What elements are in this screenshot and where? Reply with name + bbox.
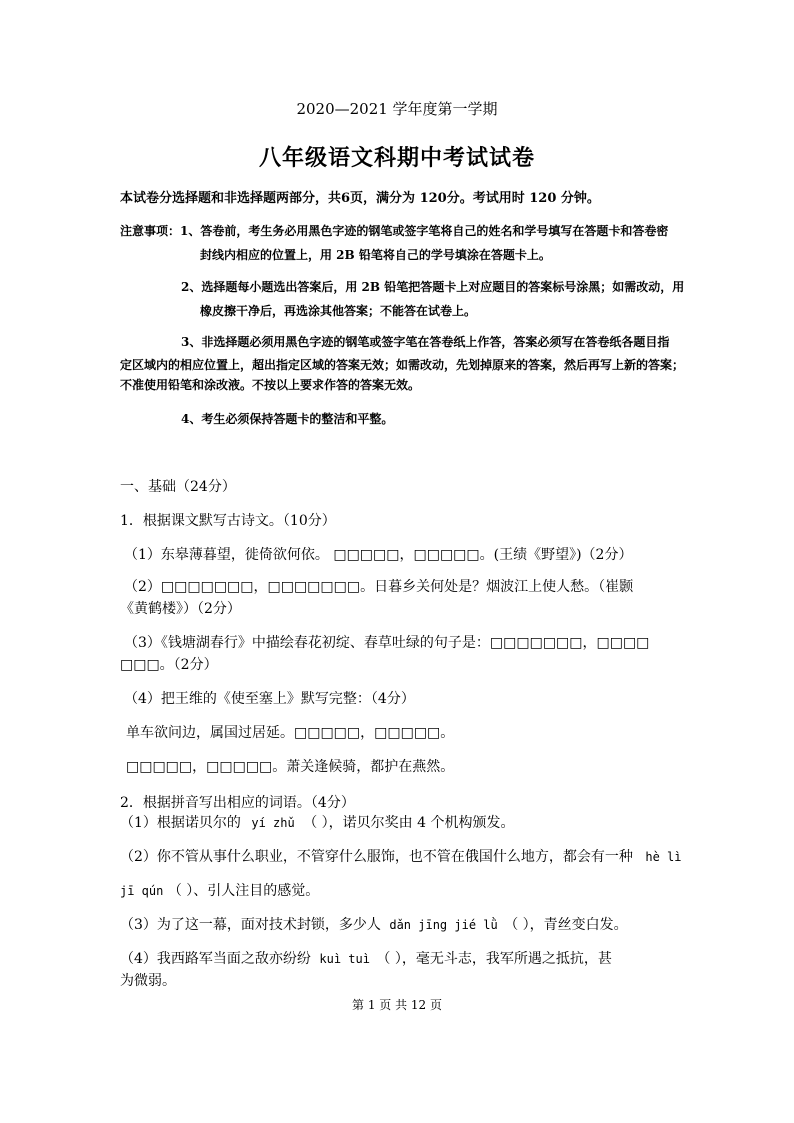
note-3-line-1: 3、非选择题必须用黑色字迹的钢笔或签字笔在答卷纸上作答，答案必须写在答卷纸各题目指	[181, 335, 670, 349]
question-2-item-4-line-1	[120, 948, 612, 968]
question-1-item-3-line-2: □□□。（2分）	[120, 657, 218, 673]
question-1-item-2-line-2: 《黄鹤楼》）（2分）	[120, 601, 241, 617]
exam-title: 八年级语文科期中考试试卷	[258, 145, 535, 171]
question-2-item-3	[120, 914, 628, 934]
note-1-line-2: 封线内相应的位置上，用 2B 铅笔将自己的学号填涂在答题卡上。	[200, 248, 551, 262]
q2-item-3-pinyin: dǎn jīng jié lǜ	[389, 918, 498, 932]
q2-item-1-answer-blank[interactable]: （ ），诺贝尔奖由 4 个机构颁发。	[303, 815, 515, 831]
question-1-item-2-line-1: （2）□□□□□□□，□□□□□□□。日暮乡关何处是？烟波江上使人愁。（崔颢	[124, 579, 634, 595]
q2-item-1-pinyin: yí zhǔ	[251, 816, 295, 830]
q2-item-2-text: （2）你不管从事什么职业，不管穿什么服饰，也不管在俄国什么地方，都会有一种	[120, 849, 633, 865]
note-3-line-3: 不准使用铅笔和涂改液。不按以上要求作答的答案无效。	[120, 378, 421, 392]
poem-line-2: □□□□□，□□□□□。萧关逢候骑，都护在燕然。	[126, 759, 455, 775]
question-2-item-2-line-1	[120, 846, 681, 866]
q2-item-2-pinyin-a: hè lì	[645, 850, 682, 864]
q2-item-2-pinyin-b: jī qún	[120, 884, 164, 898]
q2-item-3-prefix: （3）为了这一幕，面对技术封锁，多少人	[120, 917, 381, 933]
question-1-item-1: （1）东皋薄暮望，徙倚欲何依。 □□□□□，□□□□□。(王绩《野望》)（2分）	[124, 547, 633, 563]
section-heading: 一、基础（24分）	[120, 479, 236, 495]
note-3-line-2: 定区域内的相应位置上，超出指定区域的答案无效；如需改动，先划掉原来的答案，然后再写上新的答案；	[120, 358, 685, 372]
q2-item-4-pinyin: kuì tuì	[319, 952, 370, 966]
note-1-line-1: 注意事项：1、答卷前，考生务必用黑色字迹的钢笔或签字笔将自己的姓名和学号填写在答题卡和答卷密	[120, 224, 669, 238]
exam-intro: 本试卷分选择题和非选择题两部分，共6页，满分为 120分。考试用时 120 分钟。	[120, 191, 600, 206]
q2-item-1-prefix: （1）根据诺贝尔的	[120, 815, 241, 831]
question-1-heading: 1．根据课文默写古诗文。（10分）	[120, 513, 336, 529]
question-1-item-4: （4）把王维的《使至塞上》默写完整：（4分）	[124, 691, 415, 707]
q2-item-4-prefix: （4）我西路军当面之敌亦纷纷	[120, 951, 311, 967]
question-2-item-2-line-2	[120, 880, 319, 900]
q2-item-2-answer-blank[interactable]: （ ）、引人注目的感觉。	[167, 883, 320, 899]
question-2-item-1	[120, 812, 514, 832]
note-2-line-1: 2、选择题每小题选出答案后，用 2B 铅笔把答题卡上对应题目的答案标号涂黑；如需改动，用	[181, 280, 685, 294]
page-number: 第 1 页 共 12 页	[352, 998, 442, 1012]
q2-item-3-answer-blank[interactable]: （ ），青丝变白发。	[504, 917, 628, 933]
note-2-line-2: 橡皮擦干净后，再选涂其他答案；不能答在试卷上。	[200, 304, 477, 318]
question-1-item-3-line-1: （3）《钱塘湖春行》中描绘春花初绽、春草吐绿的句子是：□□□□□□□，□□□□	[124, 635, 650, 651]
school-year: 2020—2021 学年度第一学期	[296, 100, 498, 118]
note-4: 4、考生必须保持答题卡的整洁和平整。	[181, 412, 394, 426]
q2-item-4-answer-blank[interactable]: （ ），毫无斗志，我军所遇之抵抗，甚	[376, 951, 612, 967]
question-2-item-4-line-2: 为微弱。	[120, 973, 176, 989]
poem-line-1: 单车欲问边，属国过居延。□□□□□，□□□□□。	[126, 725, 455, 741]
question-2-heading: 2．根据拼音写出相应的词语。（4分）	[120, 795, 355, 811]
